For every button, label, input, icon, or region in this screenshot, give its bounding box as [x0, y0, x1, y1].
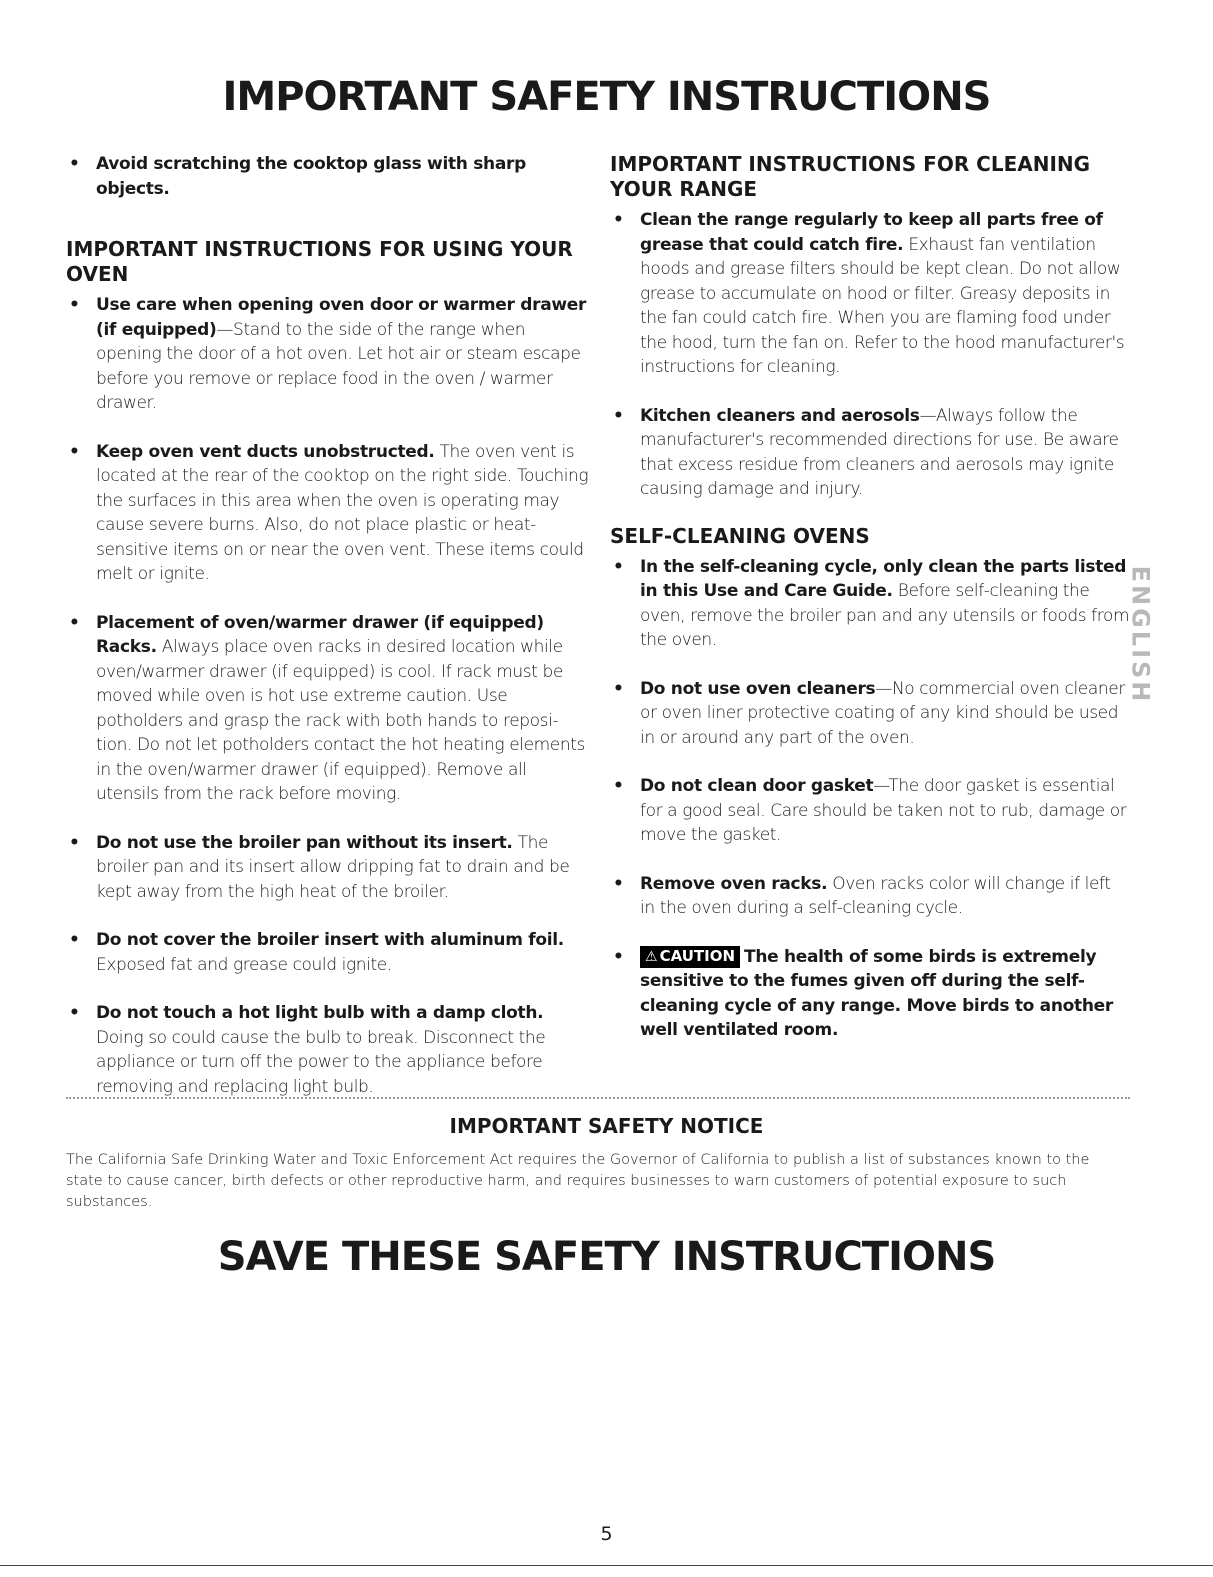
left-column — [66, 152, 591, 1123]
bottom-rule — [0, 1565, 1213, 1566]
list-item — [610, 555, 1130, 653]
self-cleaning-list — [610, 555, 1130, 1043]
item-text: The broiler pan and its insert allow dripping fat to drain and be kept away from the high heat of the broiler. — [96, 832, 570, 902]
list-item — [66, 440, 591, 587]
cleaning-list — [610, 208, 1130, 502]
page-title: IMPORTANT SAFETY INSTRUCTIONS — [222, 74, 991, 120]
caution-badge — [640, 946, 740, 968]
list-item — [610, 677, 1130, 751]
list-item — [610, 404, 1130, 502]
list-item — [66, 152, 591, 201]
item-text: —The door gasket is essential for a good seal. Care should be taken not to rub, damage or move the gasket. — [640, 776, 1127, 845]
caution-text: The health of some birds is extremely sensitive to the fumes given off during the self-cleaning cycle of any range. Move birds to another well ventilated room. — [640, 946, 1113, 1040]
item-lead: Keep oven vent ducts unobstructed. — [96, 441, 435, 462]
list-item — [66, 611, 591, 807]
list-item — [66, 293, 591, 416]
item-text: —Stand to the side of the range when opening the door of a hot oven. Let hot air or steam escape before you remove or replace food in the oven / warmer drawer. — [96, 319, 581, 413]
section-divider — [66, 1097, 1130, 1099]
item-lead: Kitchen cleaners and aerosols — [640, 405, 920, 426]
item-text: Exposed fat and grease could ignite. — [96, 954, 392, 975]
list-item — [66, 831, 591, 905]
item-lead: Remove oven racks. — [640, 873, 828, 894]
item-text: Oven racks color will change if left in the oven during a self-cleaning cycle. — [640, 873, 1111, 918]
list-item — [66, 928, 591, 977]
item-lead: Do not use the broiler pan without its insert. — [96, 832, 513, 853]
item-lead: Placement of oven/warmer drawer (if equipped) Racks. — [96, 612, 544, 657]
list-item — [610, 872, 1130, 921]
right-column — [610, 152, 1130, 1067]
caution-label: CAUTION — [659, 946, 736, 965]
item-text: Exhaust fan ventilation hoods and grease filters should be kept clean. Do not allow grease to accumulate on hood or filter. Greasy deposits in the fan could catch fire. When you are flaming food under the hood, turn the fan on. Refer to the hood manufacturer's instructions for cleaning. — [640, 234, 1125, 377]
item-lead: Use care when opening oven door or warmer drawer (if equipped) — [96, 295, 587, 340]
item-lead: Do not touch a hot light bulb with a damp cloth. — [96, 1003, 544, 1023]
list-item — [66, 1001, 591, 1099]
item-text: —Always follow the manufacturer's recommended directions for use. Be aware that excess residue from cleaners and aerosols may ignite causing damage and injury. — [640, 405, 1119, 499]
item-lead: Do not use oven cleaners — [640, 678, 876, 699]
item-lead: Do not clean door gasket — [640, 776, 874, 796]
page-number: 5 — [600, 1523, 613, 1545]
section-heading-cleaning: IMPORTANT INSTRUCTIONS FOR CLEANING YOUR RANGE — [610, 152, 1091, 201]
list-item — [610, 774, 1130, 848]
save-instructions-title: SAVE THESE SAFETY INSTRUCTIONS — [217, 1234, 996, 1280]
item-text: Doing so could cause the bulb to break. Disconnect the appliance or turn off the power to the appliance before removing and replacing light bulb. — [96, 1027, 546, 1097]
notice-title: IMPORTANT SAFETY NOTICE — [449, 1114, 764, 1138]
item-lead: Avoid scratching the cooktop glass with sharp objects. — [96, 154, 526, 199]
intro-list — [66, 152, 591, 201]
language-side-tab — [1123, 565, 1157, 705]
section-heading-using-oven: IMPORTANT INSTRUCTIONS FOR USING YOUR OVEN — [66, 237, 573, 286]
list-item — [610, 208, 1130, 380]
item-text: Always place oven racks in desired location while oven/warmer drawer (if equipped) is cool. If rack must be moved while oven is hot use extreme caution. Use potholders and grasp the rack with both hands to reposi-tion. Do not let potholders contact the hot heating elements in the oven/warmer drawer (if equipped). Remove all utensils from the rack before moving. — [96, 637, 585, 804]
item-text: Before self-cleaning the oven, remove the broiler pan and any utensils or foods from the oven. — [640, 581, 1130, 650]
notice-body: The California Safe Drinking Water and Toxic Enforcement Act requires the Governor of California to publish a list of substances known to the state to cause cancer, birth defects or other reproductive harm, and requires businesses to warn customers of potential exposure to such substances. — [66, 1152, 1090, 1210]
language-label: ENGLISH — [1126, 565, 1154, 705]
item-text: —No commercial oven cleaner or oven liner protective coating of any kind should be used in or around any part of the oven. — [640, 678, 1125, 748]
warning-triangle-icon: ⚠ — [645, 948, 658, 965]
caution-item — [610, 945, 1130, 1043]
section-heading-self-cleaning: SELF-CLEANING OVENS — [610, 523, 870, 548]
item-text: The oven vent is located at the rear of the cooktop on the right side. Touching the surfaces in this area when the oven is operating may cause severe burns. Also, do not place plastic or heat-sensitive items on or near the oven vent. These items could melt or ignite. — [96, 441, 589, 584]
item-lead: Clean the range regularly to keep all parts free of grease that could catch fire. — [640, 210, 1103, 255]
using-oven-list — [66, 293, 591, 1099]
item-lead: In the self-cleaning cycle, only clean the parts listed in this Use and Care Guide. — [640, 556, 1127, 601]
item-lead: Do not cover the broiler insert with aluminum foil. — [96, 930, 564, 950]
